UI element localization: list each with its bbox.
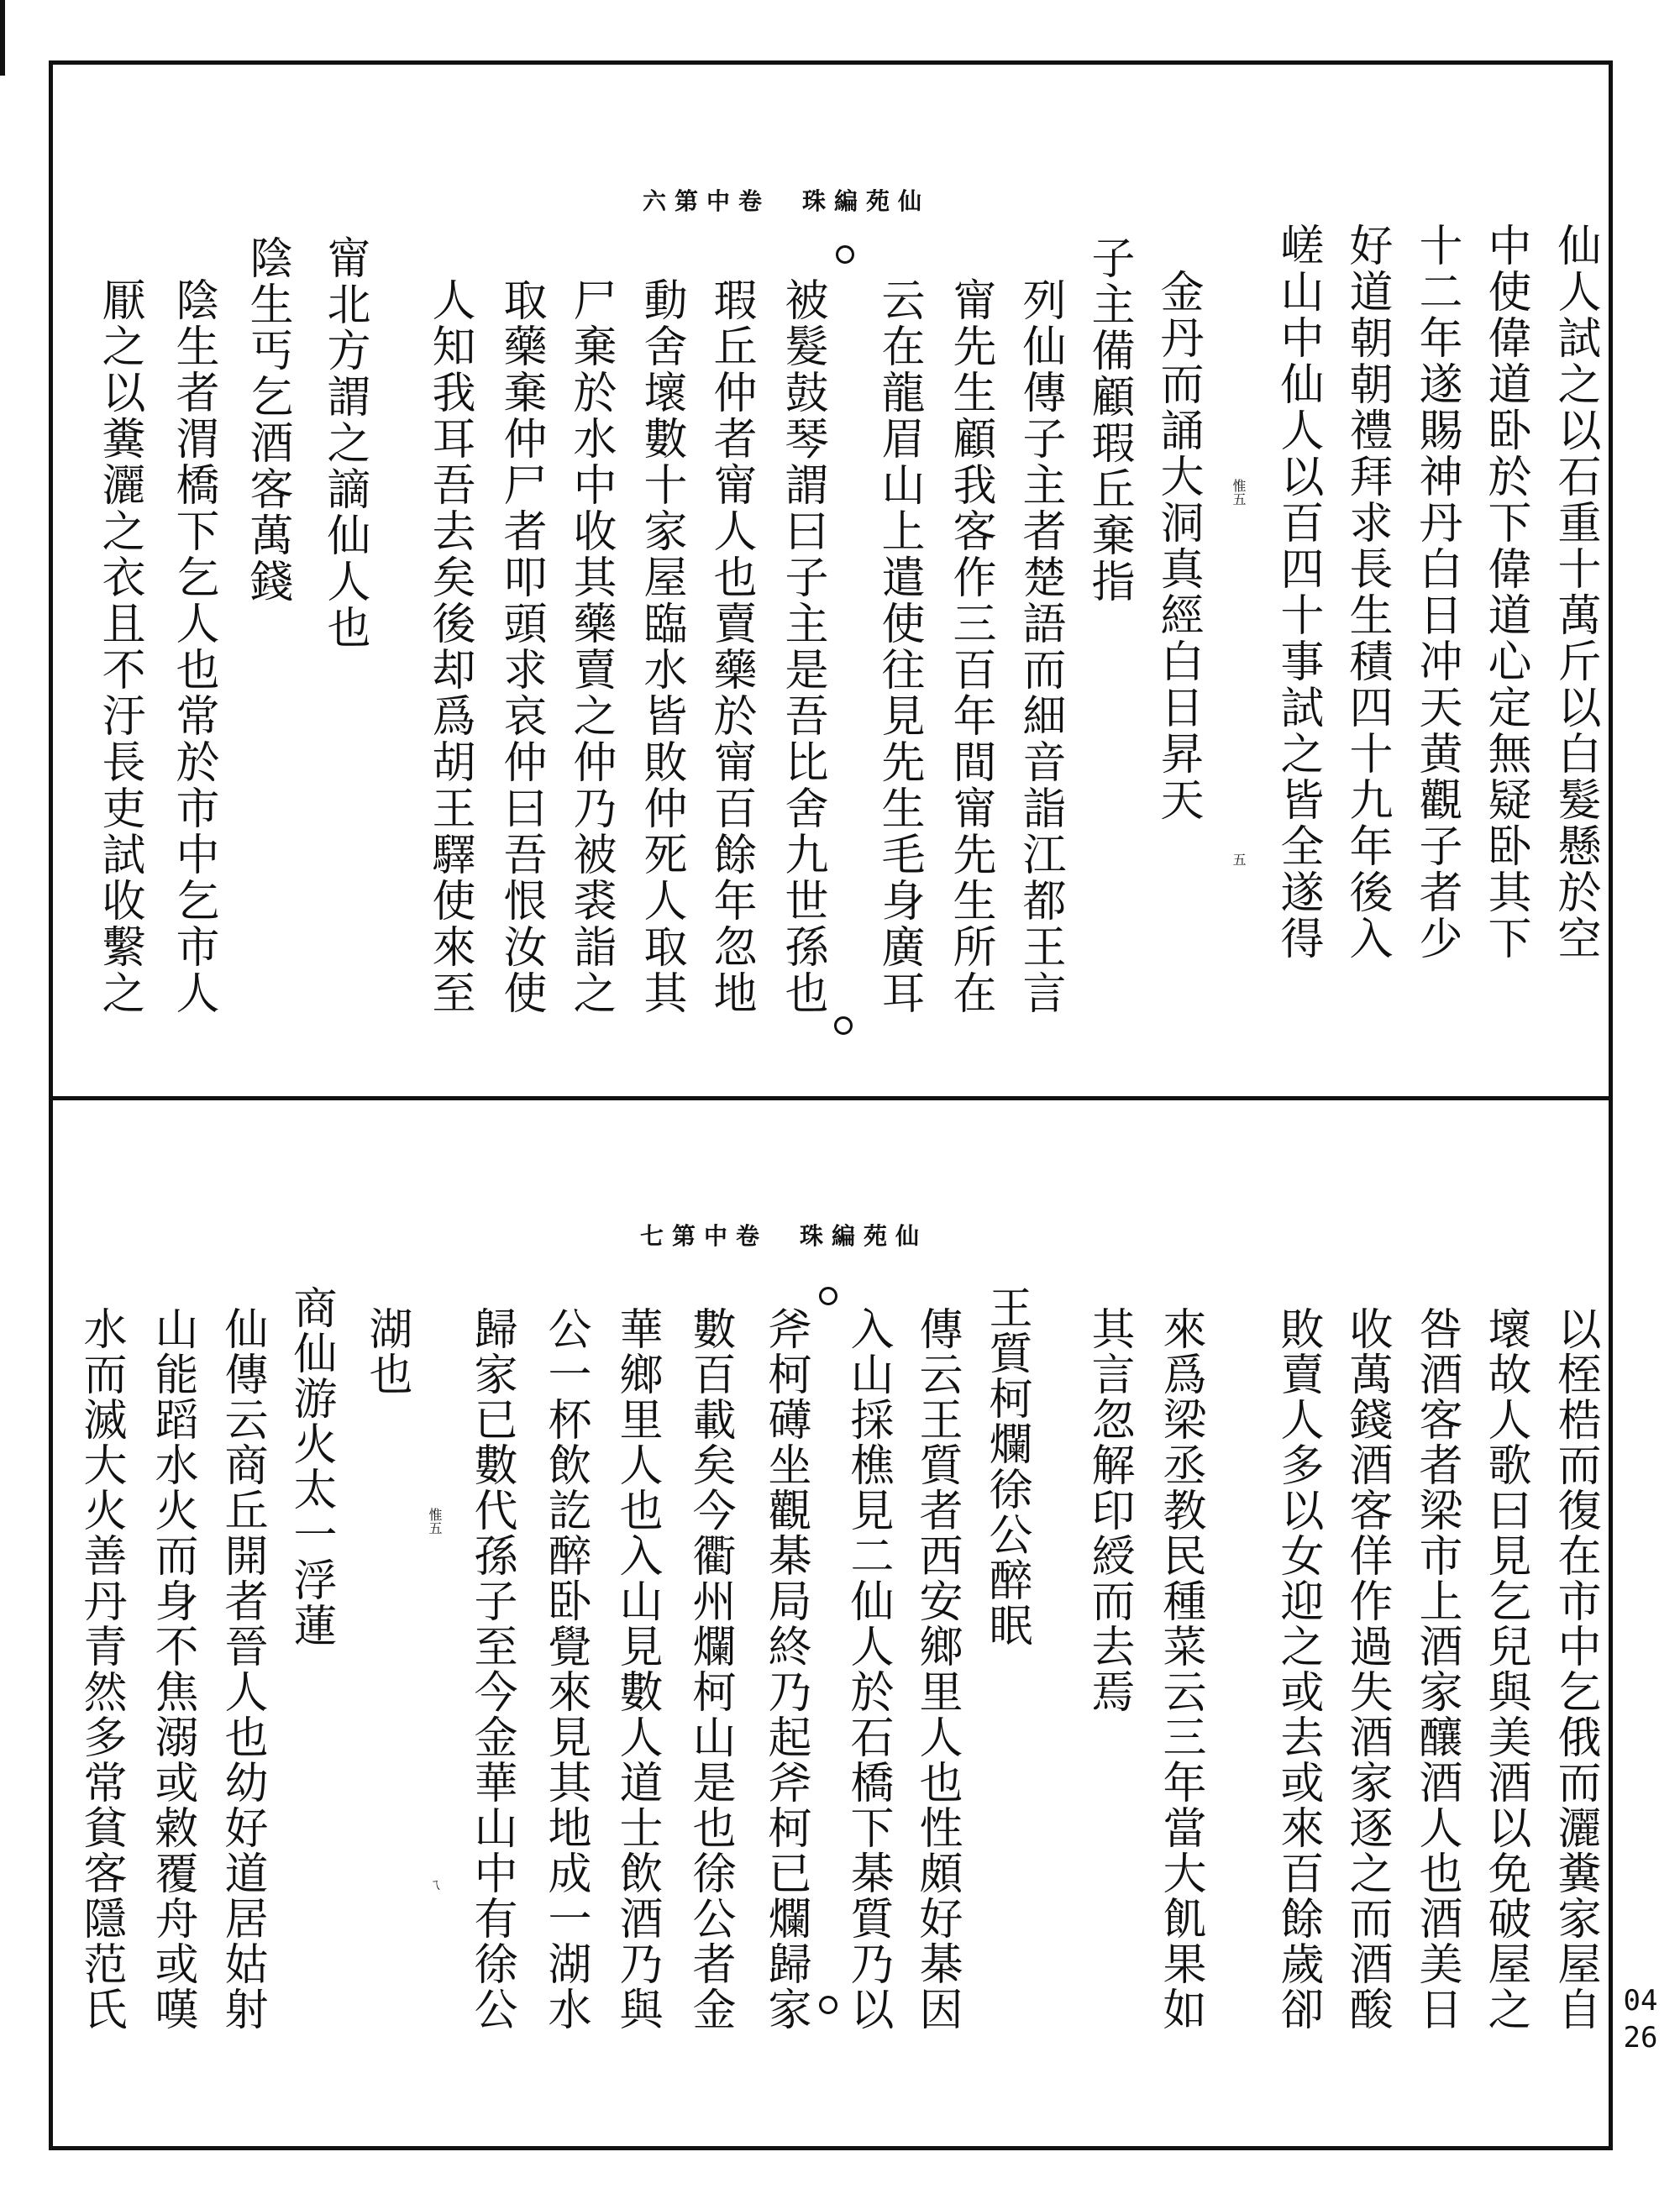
bottom-column-11: 斧柯礡坐觀棊局終乃起斧柯已爛歸家 [760, 1306, 811, 2032]
bottom-circle-mark-1 [819, 1287, 837, 1305]
top-column-8: 列仙傳子主者楚語而細音詣江都王言 [1015, 277, 1065, 1016]
bottom-column-7: 其言忽解印綬而去焉 [1084, 1306, 1134, 1714]
top-column-18: 陰生丐乞酒客萬錢 [242, 235, 292, 605]
bottom-column-5: 敗賣人多以女迎之或去或來百餘歲卻 [1273, 1306, 1323, 2032]
top-page-header: 六第中卷 珠編苑仙 [643, 187, 931, 215]
bottom-page-header: 七第中卷 珠編苑仙 [640, 1222, 928, 1250]
top-small-note-2: 五 [1231, 853, 1247, 866]
top-circle-mark-2 [834, 1016, 853, 1035]
top-column-11: 被髮鼓琴謂曰子主是吾比舍九世孫也 [777, 277, 827, 1016]
top-column-20: 厭之以糞灑之衣且不汙長吏試收繫之 [94, 277, 144, 1016]
top-column-3: 十二年遂賜神丹白日冲天黄觀子者少 [1411, 223, 1462, 962]
bottom-column-17: 商仙游火太一浮蓮 [286, 1285, 336, 1648]
scan-edge-mark [0, 0, 5, 76]
page-divider [49, 1096, 1613, 1100]
top-column-7: 子主備顧瑕丘棄指 [1084, 235, 1134, 605]
bottom-column-3: 咎酒客者梁市上酒家釀酒人也酒美日 [1411, 1306, 1462, 2032]
top-column-9: 甯先生顧我客作三百年間甯先生所在 [945, 277, 995, 1016]
bottom-column-1: 以桎梏而復在市中乞俄而灑糞家屋自 [1550, 1306, 1600, 2032]
bottom-column-15: 歸家已數代孫子至今金華山中有徐公 [466, 1306, 517, 2032]
bottom-small-note-2: ㄟ [427, 1877, 443, 1891]
bottom-column-9: 傳云王質者西安鄉里人也性頗好棊因 [911, 1306, 962, 2032]
top-column-12: 瑕丘仲者甯人也賣藥於甯百餘年忽地 [706, 277, 756, 1016]
bottom-column-19: 山能蹈水火而身不焦溺或敹覆舟或嘆 [147, 1306, 197, 2032]
top-column-19: 陰生者渭橋下乞人也常於市中乞市人 [168, 277, 218, 1016]
bottom-circle-mark-2 [819, 1996, 837, 2014]
top-column-17: 甯北方謂之謫仙人也 [319, 235, 370, 651]
bottom-column-10: 入山採樵見二仙人於石橋下棊質乃以 [843, 1306, 893, 2032]
bottom-column-4: 收萬錢酒客佯作過失酒家逐之而酒酸 [1341, 1306, 1392, 2032]
top-column-2: 中使偉道卧於下偉道心定無疑卧其下 [1480, 223, 1530, 962]
top-column-10: 云在龍眉山上遣使往見先生毛身廣耳 [874, 277, 924, 1016]
bottom-column-18: 仙傳云商丘開者晉人也幼好道居姑射 [217, 1306, 267, 2032]
bottom-column-6: 來爲梁丞教民種菜云三年當大飢果如 [1155, 1306, 1205, 2032]
top-column-1: 仙人試之以石重十萬斤以白髮懸於空 [1550, 223, 1600, 962]
top-column-14: 尸棄於水中收其藥賣之仲乃被裘詣之 [565, 277, 616, 1016]
top-column-13: 動舍壞數十家屋臨水皆敗仲死人取其 [636, 277, 686, 1016]
bottom-column-16: 湖也 [361, 1306, 412, 1397]
top-column-4: 好道朝朝禮拜求長生積四十九年後入 [1341, 223, 1392, 962]
bottom-small-note-1: 惟五 [427, 1508, 443, 1535]
top-column-5: 嵯山中仙人以百四十事試之皆全遂得 [1273, 223, 1323, 962]
bottom-column-14: 公一杯飲訖醉卧覺來見其地成一湖水 [540, 1306, 591, 2032]
bottom-column-2: 壞故人歌曰見乞兒與美酒以免破屋之 [1480, 1306, 1530, 2032]
top-circle-mark-1 [836, 245, 854, 264]
bottom-column-12: 數百載矣今衢州爛柯山是也徐公者金 [685, 1306, 735, 2032]
top-column-15: 取藥棄仲尸者叩頭求哀仲曰吾恨汝使 [496, 277, 546, 1016]
top-column-16: 人知我耳吾去矣後却爲胡王驛使來至 [424, 277, 475, 1016]
bottom-column-13: 華鄉里人也入山見數人道士飲酒乃與 [612, 1306, 662, 2032]
page-number: 0426 [1623, 1984, 1658, 2055]
bottom-column-8: 王質柯爛徐公醉眠 [981, 1285, 1032, 1648]
bottom-column-20: 水而滅大火善丹青然多常貧客隱范氏 [76, 1306, 126, 2032]
top-column-6: 金丹而誦大洞真經白日昇天 [1152, 269, 1203, 823]
top-small-note-1: 惟五 [1231, 479, 1247, 506]
